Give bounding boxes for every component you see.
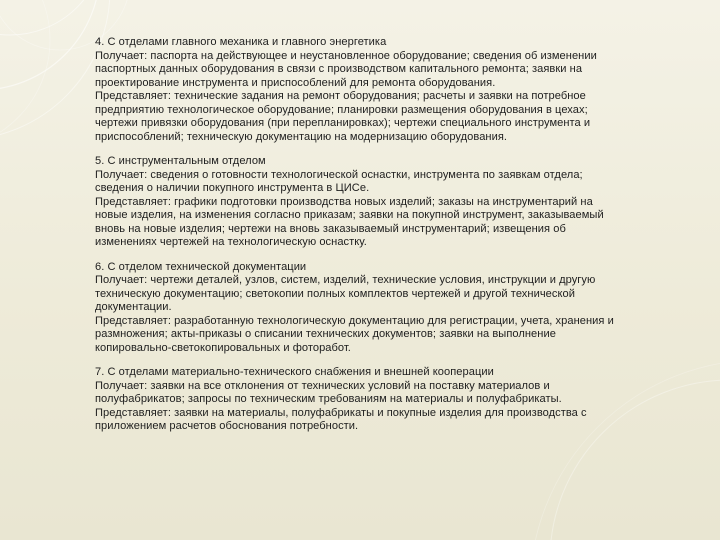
section-technical-documentation bbox=[95, 261, 665, 356]
text-line: Представляет: графики подготовки производства новых изделий; заказы на инструментарий на bbox=[95, 195, 593, 208]
text-line: копировально-светокопировальных и фоторабот. bbox=[95, 341, 351, 354]
text-line: документации. bbox=[95, 301, 172, 313]
section-heading: 6. С отделом технической документации bbox=[95, 260, 307, 273]
text-line: вновь на новые изделия; чертежи на вновь заказываемый инструментарий; извещения об bbox=[95, 222, 566, 235]
text-line: проектирование инструмента и приспособлений для ремонта оборудования. bbox=[95, 76, 496, 89]
text-line: новые изделия, на изменения согласно приказам; заявки на покупной инструмент, заказываемый bbox=[95, 209, 604, 221]
text-line: предприятию технологическое оборудование; планировки размещения оборудования в цехах; bbox=[95, 103, 588, 116]
text-line: Представляет: технические задания на ремонт оборудования; расчеты и заявки на потребное bbox=[95, 90, 586, 102]
text-line: сведения о наличии покупного инструмента в ЦИСе. bbox=[95, 182, 370, 194]
section-chief-mechanic bbox=[95, 36, 665, 144]
section-heading: 7. С отделами материально-технического снабжения и внешней кооперации bbox=[95, 366, 494, 378]
text-line: Представляет: разработанную технологическую документацию для регистрации, учета, хранения и bbox=[95, 314, 614, 327]
section-heading: 5. С инструментальным отделом bbox=[95, 155, 266, 167]
text-line: изменениях чертежей на технологическую оснастку. bbox=[95, 236, 367, 248]
text-line: приложением расчетов обоснования потребности. bbox=[95, 420, 359, 432]
text-line: техническую документацию; светокопии полных комплектов чертежей и другой технической bbox=[95, 287, 575, 300]
text-line: Получает: заявки на все отклонения от технических условий на поставку материалов и bbox=[95, 379, 550, 392]
text-line: Получает: сведения о готовности технологической оснастки, инструмента по заявкам отдела; bbox=[95, 168, 583, 181]
text-line: полуфабрикатов; запросы по техническим требованиям на материалы и полуфабрикаты. bbox=[95, 393, 562, 405]
text-line: приспособлений; техническую документацию на модернизацию оборудования. bbox=[95, 130, 508, 143]
text-line: чертежи привязки оборудования (при перепланировках); чертежи специального инструмента и bbox=[95, 117, 591, 129]
text-line: паспортных данных оборудования в связи с производством капитального ремонта; заявки на bbox=[95, 63, 583, 75]
text-line: Получает: чертежи деталей, узлов, систем, изделий, технические условия, инструкции и другую bbox=[95, 274, 596, 286]
text-line: Представляет: заявки на материалы, полуфабрикаты и покупные изделия для производства с bbox=[95, 406, 587, 419]
section-heading: 4. С отделами главного механика и главного энергетика bbox=[95, 36, 387, 48]
text-line: Получает: паспорта на действующее и неустановленное оборудование; сведения об изменении bbox=[95, 49, 597, 62]
slide-content bbox=[95, 36, 665, 445]
text-line: размножения; акты-приказы о списании технических документов; заявки на выполнение bbox=[95, 328, 556, 340]
section-tool-department bbox=[95, 155, 665, 250]
section-supply-cooperation bbox=[95, 366, 665, 434]
